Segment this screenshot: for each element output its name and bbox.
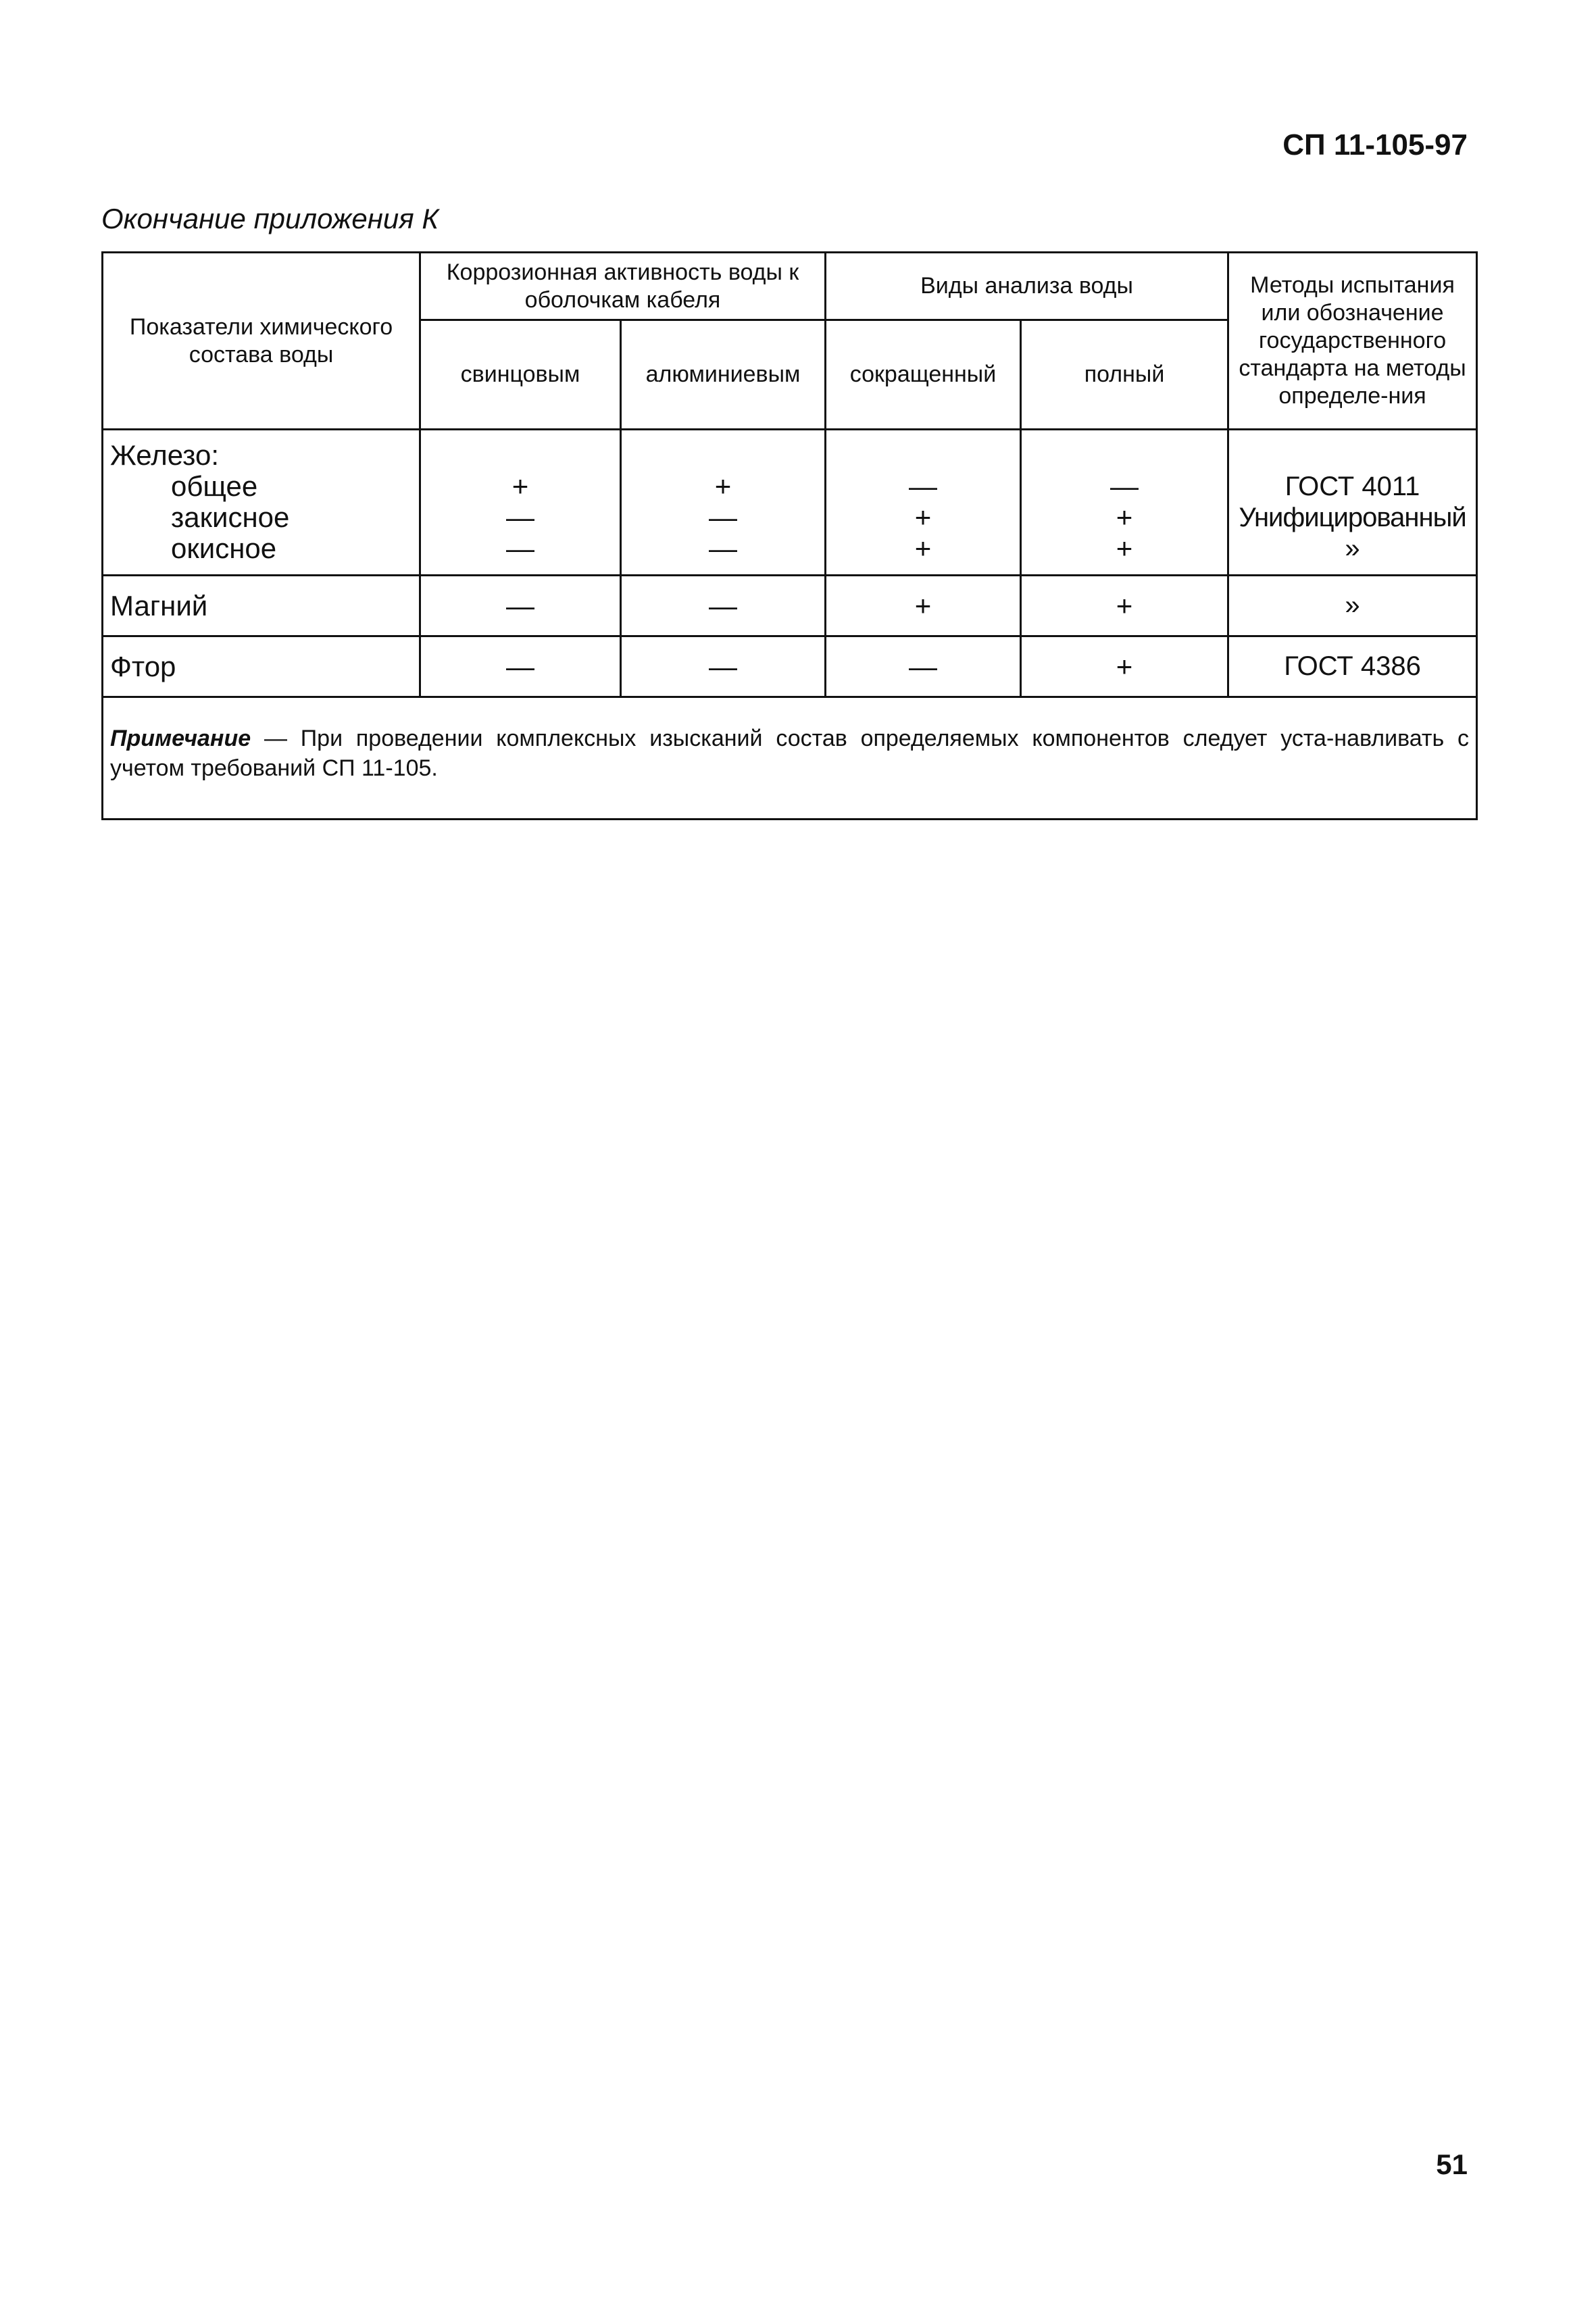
magnesium-method: » [1228,576,1477,636]
iron-aluminium-cell [621,430,826,576]
document-code: СП 11-105-97 [1282,128,1468,161]
iron-aluminium-total: + [714,470,732,502]
page-number: 51 [1436,2148,1468,2180]
fluorine-method: ГОСТ 4386 [1228,636,1477,697]
table-note [103,697,1477,820]
magnesium-lead: — [420,576,621,636]
magnesium-reduced: + [826,576,1021,636]
iron-sub-total: общее [171,470,258,502]
header-analysis-group: Виды анализа воды [826,253,1228,320]
table-row-magnesium [103,576,1477,636]
iron-full-total: — [1110,470,1139,502]
fluorine-full: + [1021,636,1228,697]
subheader-reduced: сокращенный [826,320,1021,430]
iron-methods-cell [1228,430,1477,576]
iron-lead-ferrous: — [506,501,534,533]
subheader-aluminium: алюминиевым [621,320,826,430]
subheader-lead: свинцовым [420,320,621,430]
iron-method-ferrous: Унифицированный [1239,502,1466,532]
iron-lead-cell [420,430,621,576]
iron-lead-total: + [512,470,529,502]
iron-sub-ferric: окисное [171,532,277,564]
header-indicator: Показатели химического состава воды [103,253,420,430]
iron-label: Железо: [110,438,219,471]
iron-full-ferric: + [1116,532,1133,564]
note-lead: Примечание [110,726,251,751]
row-label-magnesium: Магний [103,576,420,636]
header-corrosion-group: Коррозионная активность воды к оболочкам кабеля [420,253,826,320]
table-row-note [103,697,1477,820]
iron-reduced-ferric: + [914,532,932,564]
row-label-iron [103,430,420,576]
iron-full-cell [1021,430,1228,576]
subheader-full: полный [1021,320,1228,430]
iron-aluminium-ferrous: — [709,501,737,533]
fluorine-aluminium: — [621,636,826,697]
iron-full-ferrous: + [1116,501,1133,533]
magnesium-aluminium: — [621,576,826,636]
note-text: — При проведении комплексных изысканий состав определяемых компонентов следует уста-навливать с учетом требований СП 11-105. [110,726,1470,781]
table-row-iron [103,430,1477,576]
iron-reduced-ferrous: + [914,501,932,533]
fluorine-lead: — [420,636,621,697]
table-row-fluorine [103,636,1477,697]
iron-method-ferric: » [1345,533,1360,563]
appendix-continuation-caption: Окончание приложения К [101,203,439,234]
iron-method-total: ГОСТ 4011 [1285,471,1420,501]
fluorine-reduced: — [826,636,1021,697]
water-chemistry-table [101,251,1478,820]
iron-sub-ferrous: закисное [171,501,290,533]
row-label-fluorine: Фтор [103,636,420,697]
iron-aluminium-ferric: — [709,532,737,564]
magnesium-full: + [1021,576,1228,636]
iron-lead-ferric: — [506,532,534,564]
iron-reduced-cell [826,430,1021,576]
header-methods: Методы испытания или обозначение государственного стандарта на методы определе-ния [1228,253,1477,430]
iron-reduced-total: — [909,470,937,502]
